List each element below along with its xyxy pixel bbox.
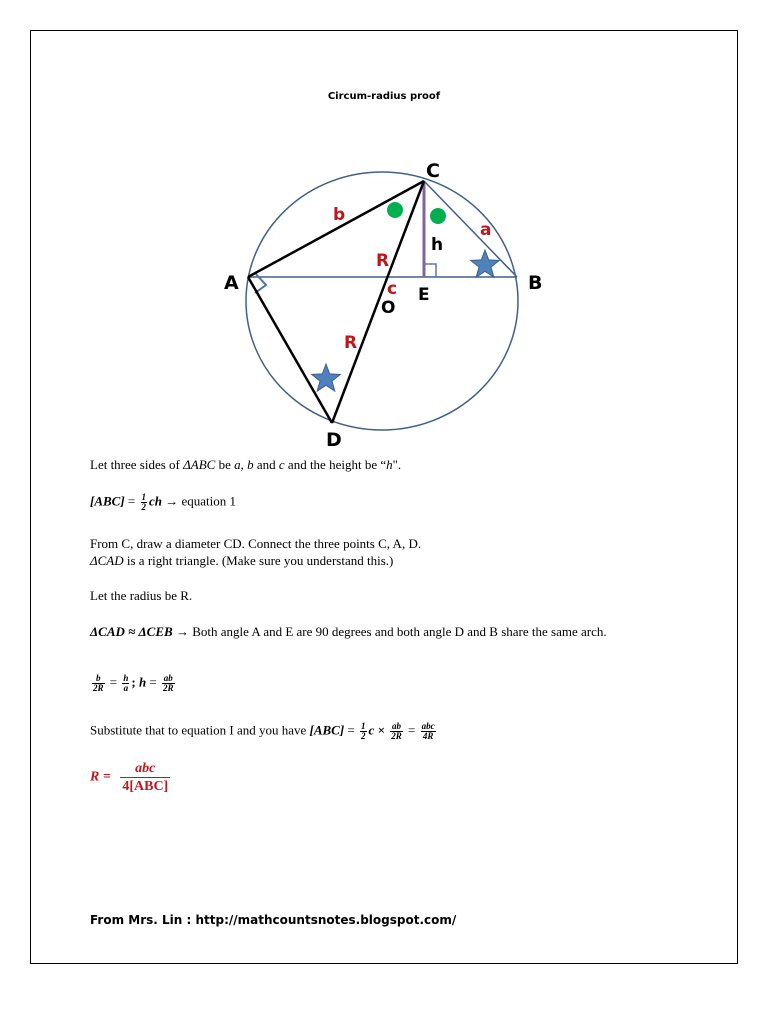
label-radius-upper: R [376,251,390,271]
label-side-c: c [387,279,398,299]
label-side-b: b [333,205,346,225]
star-angle-d-icon [312,364,341,391]
page-title: Circum-radius proof [327,91,441,102]
label-point-e: E [418,285,430,305]
label-vertex-a: A [224,272,239,294]
side-ac [248,181,424,277]
label-height-h: h [431,235,444,255]
line-sides: Let three sides of ΔABC be a, b and c and the height be “h". [90,457,402,472]
line-similarity: ΔCAD ≈ ΔCEB → Both angle A and E are 90 degrees and both angle D and B share the same arch. [90,624,607,639]
label-center-o: O [381,298,396,318]
label-radius-lower: R [344,333,358,353]
footer-credit: From Mrs. Lin : http://mathcountsnotes.blogspot.com/ [90,913,457,927]
equation-1: [ABC] = $\frac{1}{2}$ ch → equation 1 [90,492,237,512]
substitution-line: Substitute that to equation I and you have [ABC] = $\frac{1}{2}$ c × $\frac{ab}{2R}$ = $\frac{\text{abc}}{4R}$ [90,721,435,741]
side-cb [424,181,517,277]
green-dot-angle [430,208,446,224]
side-ad [248,277,332,423]
label-vertex-d: D [326,429,342,451]
label-side-a: a [480,220,492,240]
right-angle-e [424,264,436,277]
line-diameter: From C, draw a diameter CD. Connect the three points C, A, D. [90,536,422,551]
line-radius: Let the radius be R. [90,588,193,603]
result-formula: R = $\frac{\text{abc}}{\text{4[ABC]}}$ [90,761,169,794]
label-vertex-b: B [528,272,543,294]
ratio-equation: $\frac{b}{2R}$ = $\frac{h}{a}$ ; h = $\frac{ab}{2R}$ [93,673,174,693]
line-right-triangle: ΔCAD is a right triangle. (Make sure you understand this.) [90,553,394,568]
diameter-cd [332,181,424,423]
label-vertex-c: C [426,160,440,182]
green-dot-angle [387,202,403,218]
circumradius-diagram [0,0,768,460]
